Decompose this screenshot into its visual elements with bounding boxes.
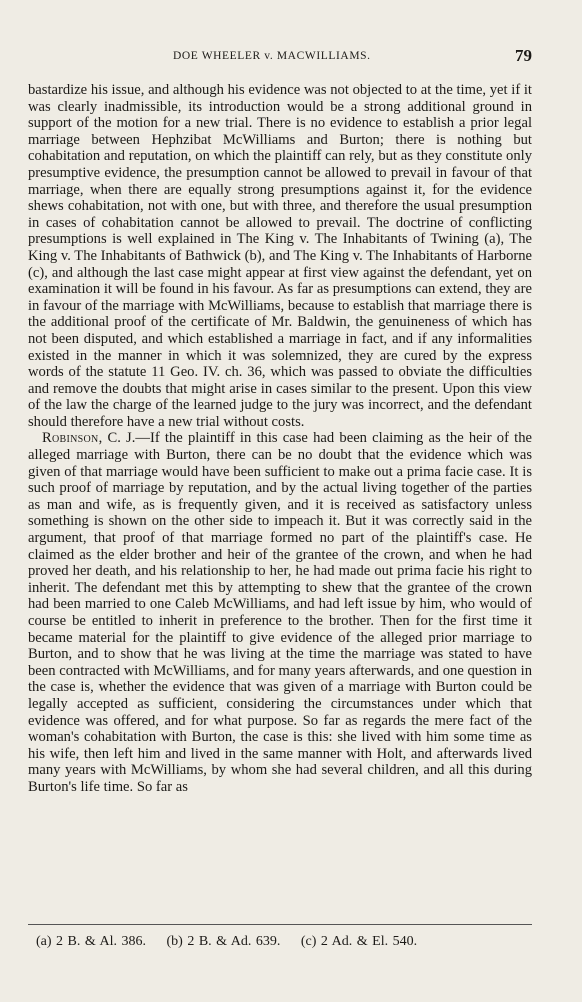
paragraph-argument: bastardize his issue, and although his evidence was not objected to at the time, yet if it was clearly inadmissible, its introduction would be a strong additional ground in support of the motion for a new trial. There is no evidence to establish a prior legal marriage between Hephzibat McWilliams and Burton; there is nothing but cohabitation and reputation, on which the plaintiff can rely, but as they constitute only presumptive evidence, the presumption cannot be allowed to prevail in favour of that marriage, when there are equally strong presumptions against it, for the evidence shews cohabitation, not with one, but with three, and therefore the usual presumption in cases of cohabitation cannot be allowed to prevail. The doctrine of conflicting presumptions is well explained in The King v. The Inhabitants of Twining (a), The King v. The Inhabitants of Bathwick (b), and The King v. The Inhabitants of Harborne (c), and although the last case might appear at first view against the defendant, yet on examination it will be found in his favour. As far as presumptions can extend, they are in favour of the marriage with McWilliams, because to establish that marriage there is the additional proof of the certificate of Mr. Baldwin, the genuineness of which has not been disputed, and which established a marriage in fact, and if any informalities existed in the manner in which it was solemnized, they are cured by the express words of the statute 11 Geo. IV. ch. 36, which was passed to obviate the difficulties and remove the doubts that might arise in cases similar to the present. Upon this view of the law the charge of the learned judge to the jury was incorrect, and the defendant should therefore have a new trial without costs.: [28, 82, 532, 430]
body-text: [28, 82, 532, 796]
judge-name: Robinson: [42, 430, 99, 447]
footnote-a: (a) 2 B. & Al. 386.: [36, 934, 146, 949]
footnote-b: (b) 2 B. & Ad. 639.: [166, 934, 281, 949]
judgment-text: If the plaintiff in this case had been claiming as the heir of the alleged marriage with Burton, there can be no doubt that the evidence which was given of that marriage would have been sufficient to make out a prima facie case. It is such proof of marriage by reputation, and by the actual living together of the parties as man and wife, as is frequently given, and it is received as satisfactory unless something is shown on the other side to impeach it. But it was correctly said in the argument, that proof of that marriage formed no part of the plaintiff's case. He claimed as the elder brother and heir of the grantee of the crown, and when he had proved her death, and his relationship to her, he had made out prima facie his right to inherit. The defendant met this by attempting to shew that the grantee of the crown had been married to one Caleb McWilliams, and had left issue by him, who would of course be entitled to inherit in preference to the brother. Then for the first time it became material for the plaintiff to give evidence of the alleged prior marriage to Burton, and to show that he was living at the time the marriage was stated to have been contracted with McWilliams, and for many years afterwards, and one question in the case is, whether the evidence that was given of a marriage with Burton could be legally accepted as sufficient, considering the circumstances under which that evidence was offered, and for what purpose. So far as regards the mere fact of the woman's cohabitation with Burton, the case is this: she lived with him some time as his wife, then left him and lived in the same manner with Holt, and afterwards lived many years with McWilliams, by whom she had several children, and all this during Burton's life time. So far as: [28, 430, 532, 795]
footnotes: [36, 934, 536, 950]
page-number: 79: [515, 46, 532, 65]
footnote-c: (c) 2 Ad. & El. 540.: [300, 934, 418, 949]
running-title: DOE WHEELER v. MACWILLIAMS.: [173, 50, 371, 62]
footnote-rule: [28, 924, 532, 925]
judge-title: , C. J.—: [98, 430, 150, 447]
paragraph-judgment: [28, 430, 532, 795]
running-head: [28, 46, 532, 68]
